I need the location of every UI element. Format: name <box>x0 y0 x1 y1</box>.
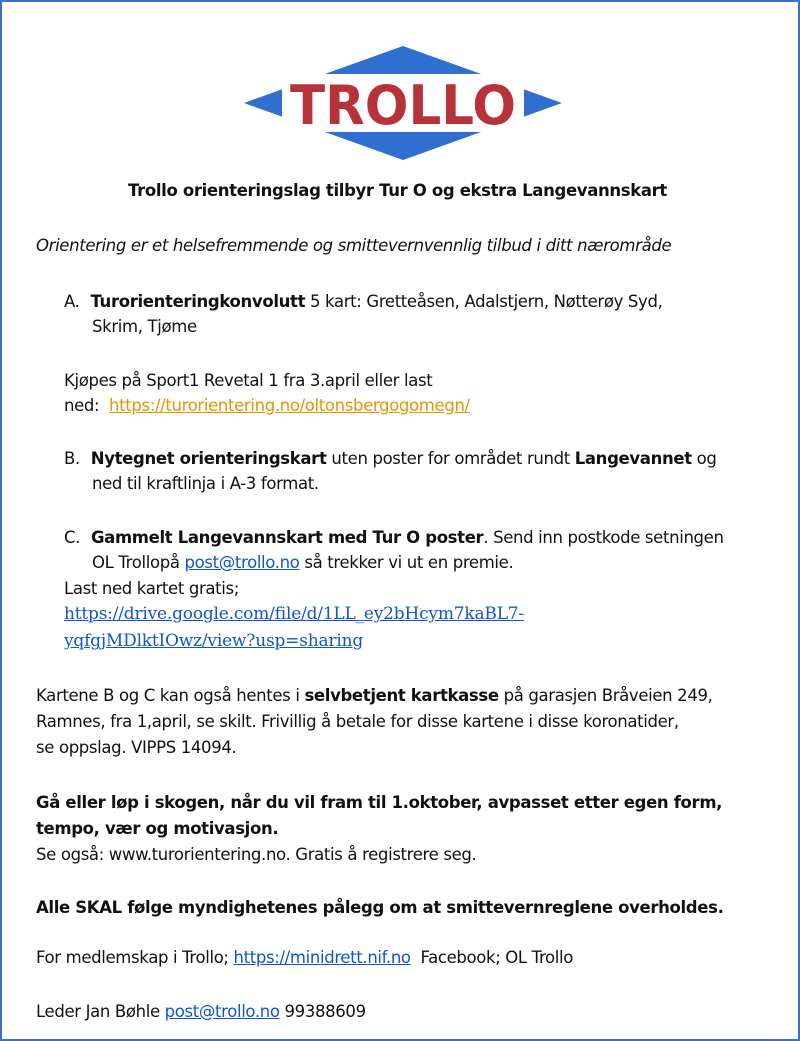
ga-line2: tempo, vær og motivasjon. <box>36 819 279 838</box>
item-b-marker: B. <box>64 449 80 468</box>
item-b-line2: ned til kraftlinja i A-3 format. <box>92 474 319 493</box>
kasse-line3: se oppslag. VIPPS 14094. <box>36 738 237 757</box>
subtitle: Orientering er et helsefremmende og smittevernvennlig tilbud i ditt nærområde <box>36 236 672 255</box>
item-c-prefix: OL Trollopå <box>92 553 185 572</box>
kasse-line1 <box>36 683 713 708</box>
ga-line3: Se også: www.turorientering.no. Gratis å registrere seg. <box>36 845 477 864</box>
alle-line: Alle SKAL følge myndighetenes pålegg om at smittevernreglene overholdes. <box>36 898 724 917</box>
medlem-prefix: For medlemskap i Trollo; <box>36 948 234 967</box>
heading: Trollo orienteringslag tilbyr Tur O og ekstra Langevannskart <box>128 181 667 200</box>
item-b-bold2: Langevannet <box>574 449 692 468</box>
leder-email-link[interactable]: post@trollo.no <box>164 1002 280 1021</box>
kasse-bold: selvbetjent kartkasse <box>304 686 499 705</box>
logo-text: TROLLO <box>290 74 516 137</box>
item-c-line1 <box>64 525 724 550</box>
item-c-marker: C. <box>64 528 81 547</box>
item-a-line2: Skrim, Tjøme <box>92 317 197 336</box>
kasse-line2: Ramnes, fra 1,april, se skilt. Frivillig å betale for disse kartene i disse koronatider, <box>36 712 679 731</box>
item-c-bold: Gammelt Langevannskart med Tur O poster <box>90 528 484 547</box>
item-c-email-link[interactable]: post@trollo.no <box>184 553 300 572</box>
buy-prefix: ned: <box>64 396 110 415</box>
leder-line <box>36 999 366 1024</box>
kasse-suffix: på garasjen Bråveien 249, <box>498 686 713 705</box>
turorientering-link[interactable]: https://turorientering.no/oltonsbergogomegn/ <box>109 396 470 415</box>
medlem-line <box>36 945 573 970</box>
ga-line1: Gå eller løp i skogen, når du vil fram til 1.oktober, avpasset etter egen form, <box>36 793 723 812</box>
item-c-suffix: så trekker vi ut en premie. <box>299 553 514 572</box>
buy-line1: Kjøpes på Sport1 Revetal 1 fra 3.april eller last <box>64 371 433 390</box>
item-b-end: og <box>691 449 717 468</box>
buy-line2 <box>64 393 470 418</box>
item-b-bold1: Nytegnet orienteringskart <box>90 449 327 468</box>
item-a-bold: Turorienteringkonvolutt <box>90 292 306 311</box>
leder-phone: 99388609 <box>279 1002 366 1021</box>
item-a-line1 <box>64 289 662 314</box>
item-c-rest: . Send inn postkode setningen <box>483 528 724 547</box>
drive-link-line1[interactable]: https://drive.google.com/file/d/1LL_ey2bHcym7kaBL7- <box>64 604 524 624</box>
medlem-suffix: Facebook; OL Trollo <box>410 948 574 967</box>
item-c-line2 <box>92 550 513 575</box>
kasse-prefix: Kartene B og C kan også hentes i <box>36 686 305 705</box>
item-a-rest: 5 kart: Gretteåsen, Adalstjern, Nøtterøy Syd, <box>305 292 663 311</box>
leder-prefix: Leder Jan Bøhle <box>36 1002 165 1021</box>
minidrett-link[interactable]: https://minidrett.nif.no <box>233 948 411 967</box>
item-a-marker: A. <box>64 292 80 311</box>
item-b-mid: uten poster for området rundt <box>326 449 575 468</box>
item-c-line3: Last ned kartet gratis; <box>64 579 239 598</box>
trollo-logo <box>242 44 564 162</box>
item-b-line1 <box>64 446 717 471</box>
drive-link-line2[interactable]: yqfgjMDlktIOwz/view?usp=sharing <box>64 631 363 651</box>
